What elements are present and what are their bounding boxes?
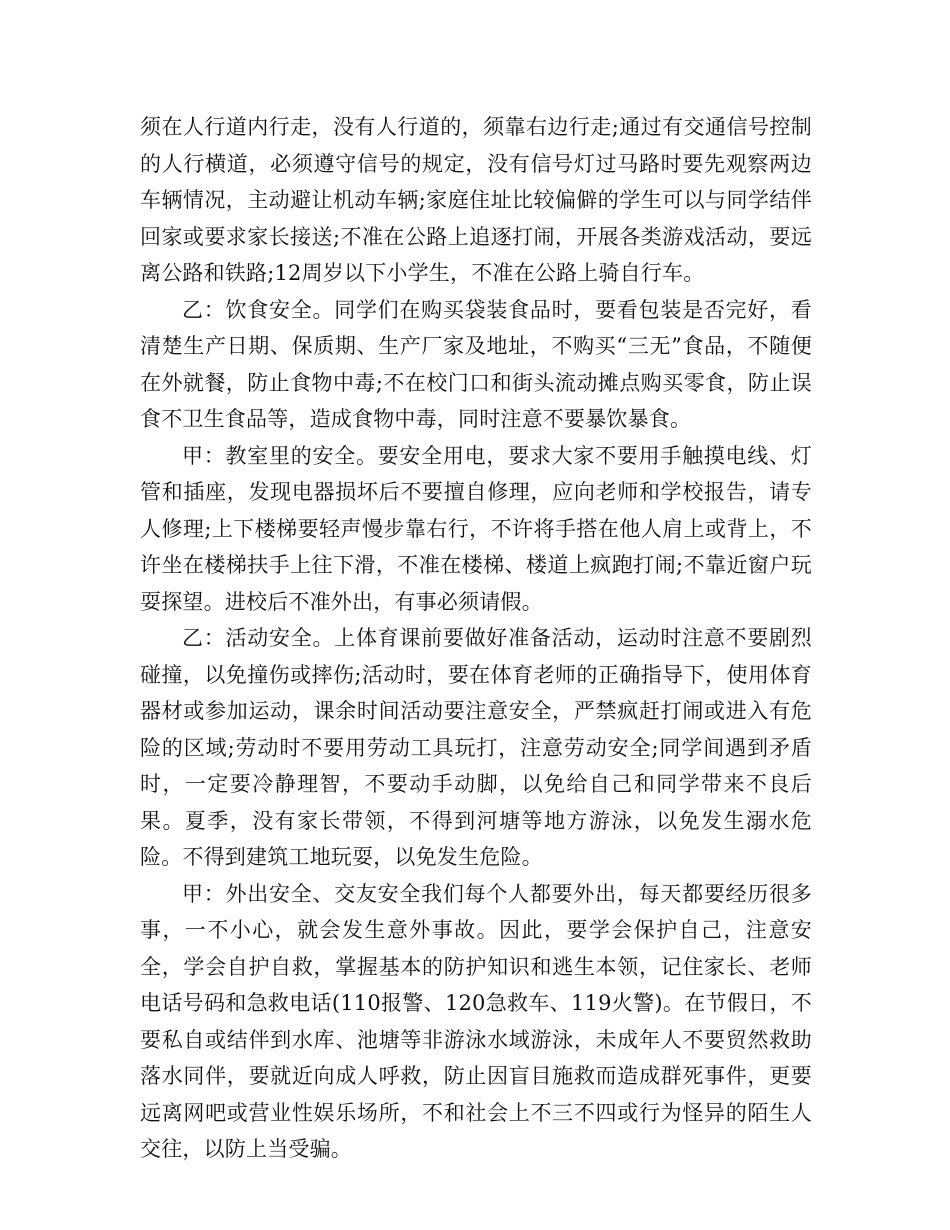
paragraph-outing-safety: 甲：外出安全、交友安全我们每个人都要外出，每天都要经历很多事，一不小心，就会发生意外事故。因此，要学会保护自己，注意安全，学会自护自救，掌握基本的防护知识和逃生本领，记住家长、老师电话号码和急救电话(110报警、120急救车、119火警)。在节假日，不要私自或结伴到水库、池塘等非游泳水域游泳，未成年人不要贸然救助落水同伴，要就近向成人呼救，防止因盲目施救而造成群死事件，更要远离网吧或营业性娱乐场所，不和社会上不三不四或行为怪异的陌生人交往，以防上当受骗。 [140,881,812,1161]
paragraph-classroom-safety: 甲：教室里的安全。要安全用电，要求大家不要用手触摸电线、灯管和插座，发现电器损坏后不要擅自修理，应向老师和学校报告，请专人修理;上下楼梯要轻声慢步靠右行，不许将手搭在他人肩上或背上，不许坐在楼梯扶手上往下滑，不准在楼梯、楼道上疯跑打闹;不靠近窗户玩耍探望。进校后不准外出，有事必须请假。 [140,443,812,614]
paragraph-food-safety: 乙：饮食安全。同学们在购买袋装食品时，要看包装是否完好，看清楚生产日期、保质期、生产厂家及地址，不购买“三无”食品，不随便在外就餐，防止食物中毒;不在校门口和街头流动摊点购买零食，防止误食不卫生食品等，造成食物中毒，同时注意不要暴饮暴食。 [140,297,812,431]
paragraph-traffic-safety-continued: 须在人行道内行走，没有人行道的，须靠右边行走;通过有交通信号控制的人行横道，必须遵守信号的规定，没有信号灯过马路时要先观察两边车辆情况，主动避让机动车辆;家庭住址比较偏僻的学生可以与同学结伴回家或要求家长接送;不准在公路上追逐打闹，开展各类游戏活动，要远离公路和铁路;12周岁以下小学生，不准在公路上骑自行车。 [140,115,812,285]
paragraph-activity-safety: 乙：活动安全。上体育课前要做好准备活动，运动时注意不要剧烈碰撞，以免撞伤或摔伤;活动时，要在体育老师的正确指导下，使用体育器材或参加运动，课余时间活动要注意安全，严禁疯赶打闹或进入有危险的区域;劳动时不要用劳动工具玩打，注意劳动安全;同学间遇到矛盾时，一定要冷静理智，不要动手动脚，以免给自己和同学带来不良后果。夏季，没有家长带领，不得到河塘等地方游泳，以免发生溺水危险。不得到建筑工地玩耍，以免发生危险。 [140,626,812,869]
document-body [140,109,812,1168]
